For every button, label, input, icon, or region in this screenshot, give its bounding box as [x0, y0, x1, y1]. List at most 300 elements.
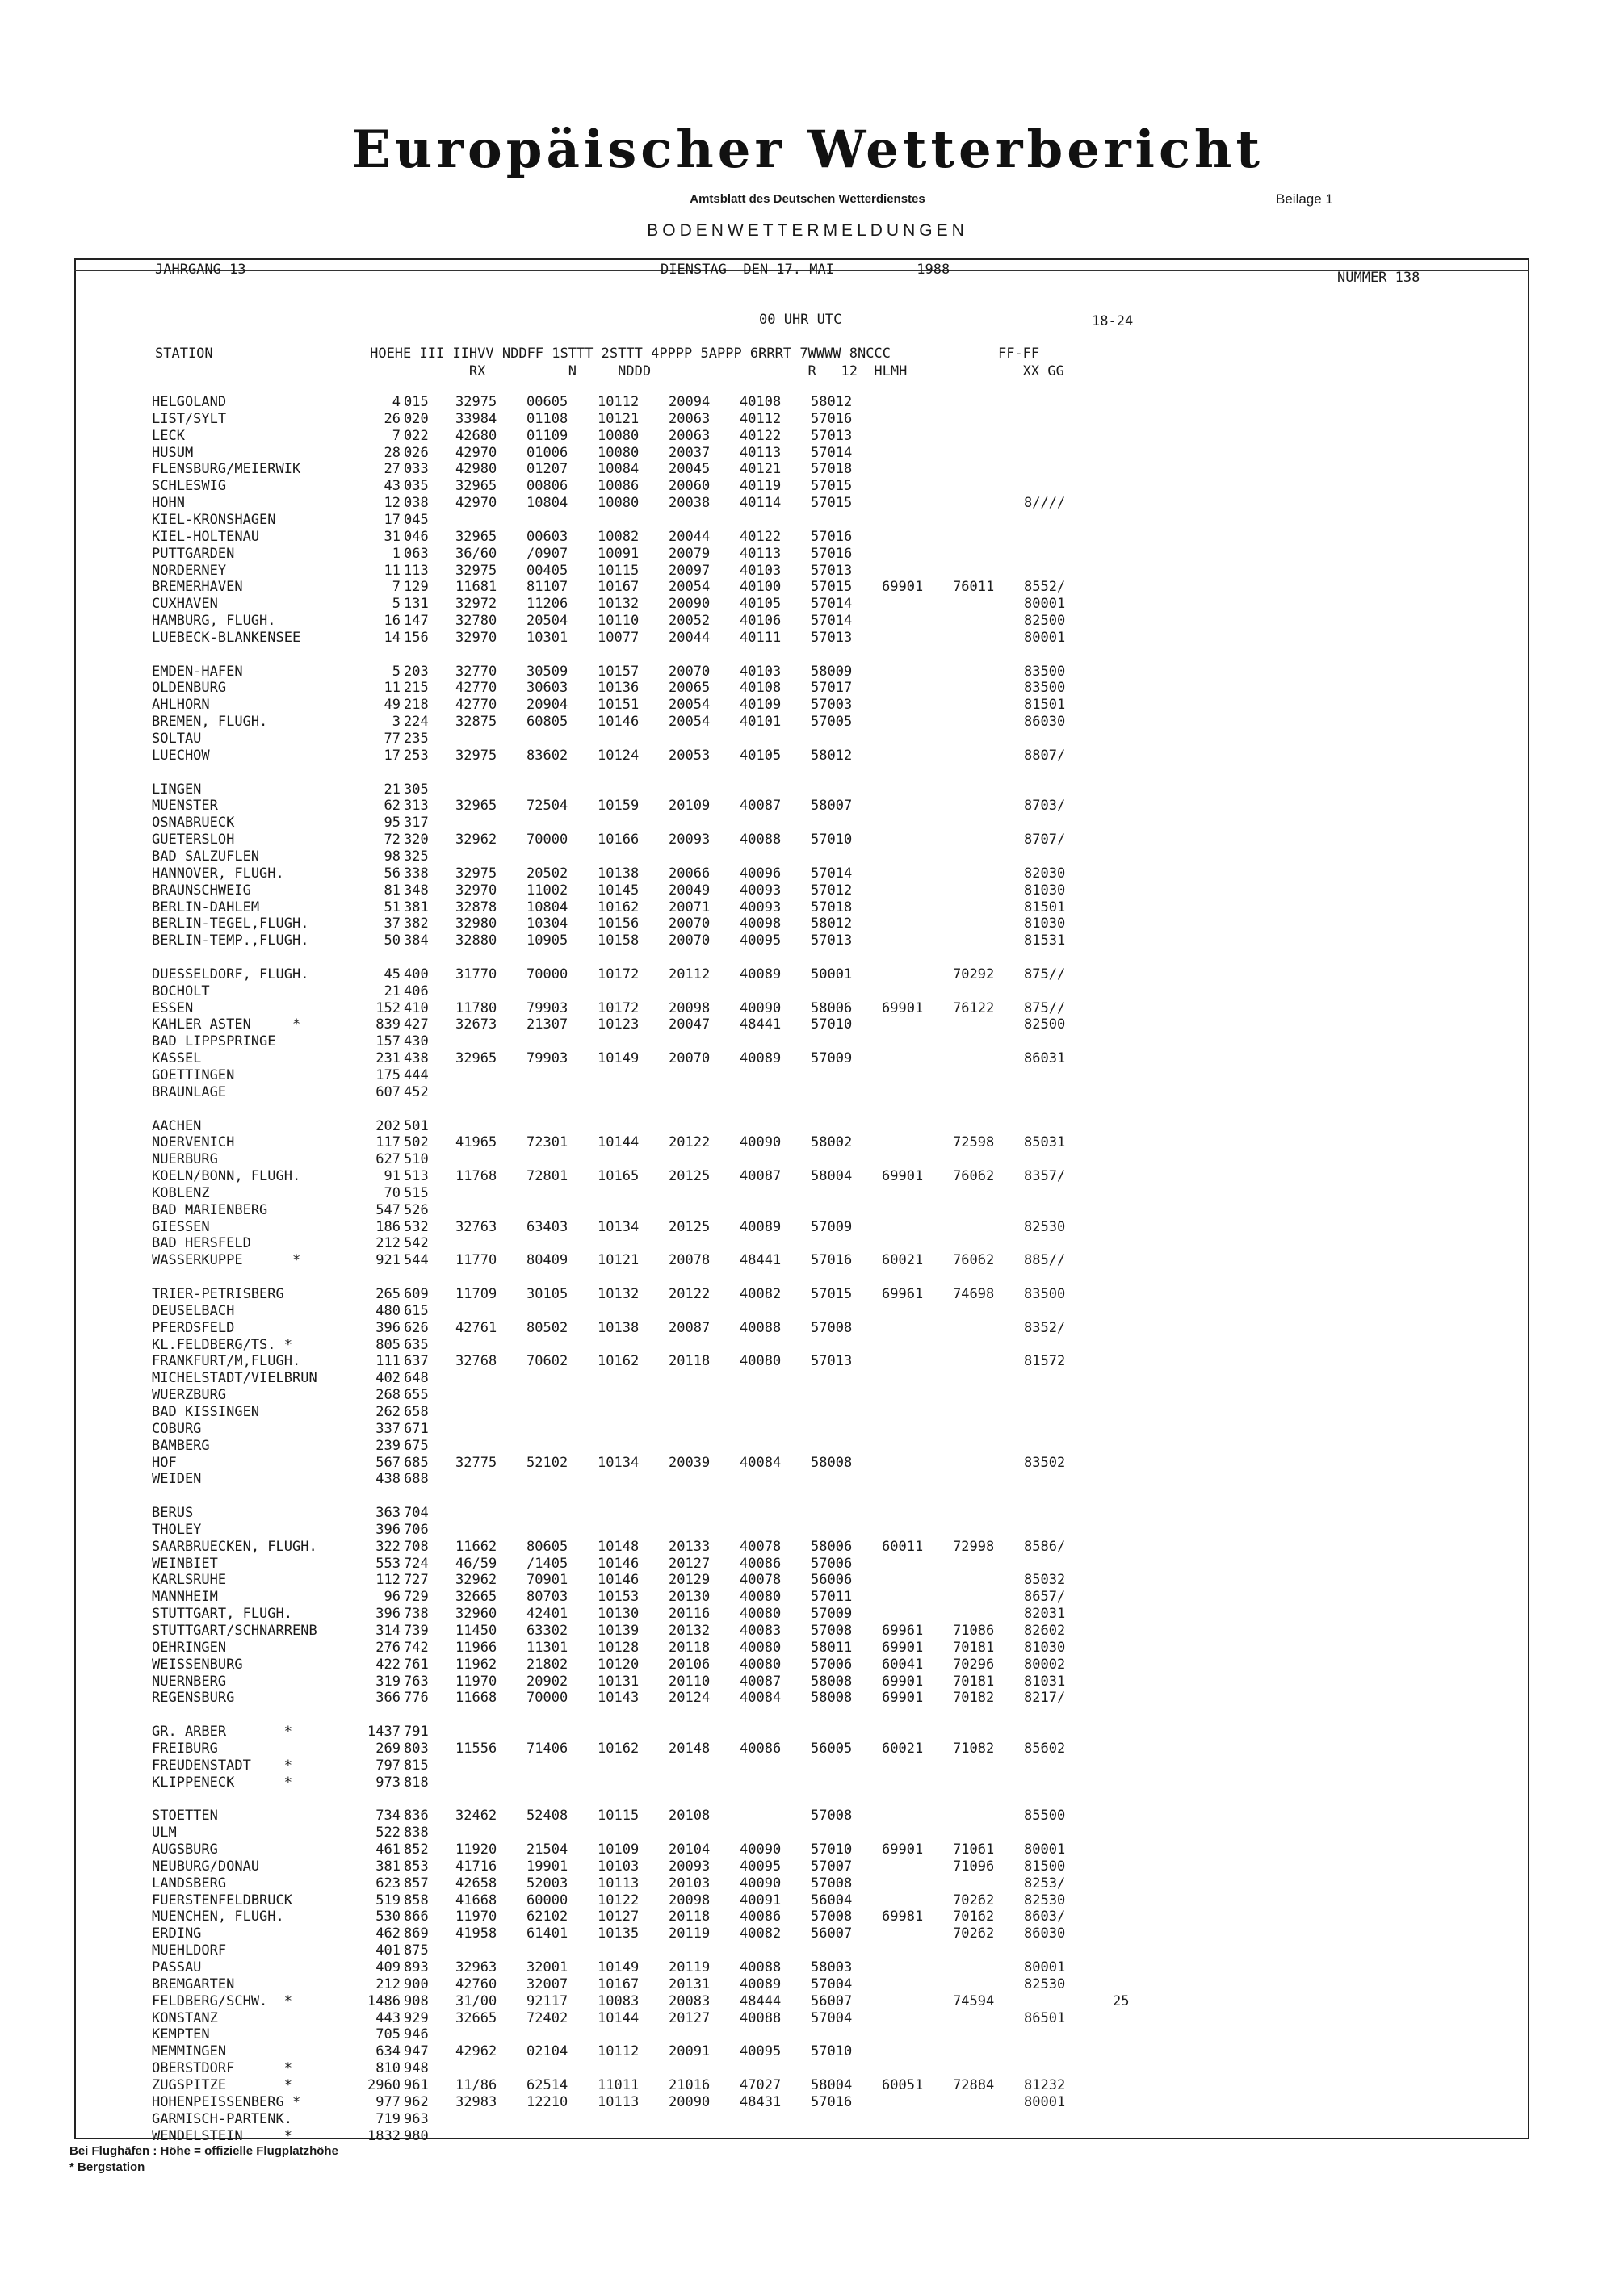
station-number: 963: [404, 2111, 429, 2127]
station-number: 338: [404, 865, 429, 882]
station-number: 156: [404, 630, 429, 646]
code-group: 885//: [1024, 1252, 1066, 1268]
station-number: 382: [404, 915, 429, 932]
station-name: WEIDEN: [152, 1471, 202, 1487]
code-group: 36/60: [455, 546, 497, 562]
code-group: 58008: [811, 1674, 853, 1690]
station-height: 363: [375, 1505, 401, 1521]
code-group: 57015: [811, 495, 853, 511]
code-group: 10113: [598, 2094, 640, 2110]
code-group: 10122: [598, 1892, 640, 1908]
code-group: 86030: [1024, 1925, 1066, 1942]
code-group: 60021: [882, 1252, 924, 1268]
code-group: 40122: [740, 529, 782, 545]
station-number: 325: [404, 848, 429, 865]
station-number: 046: [404, 529, 429, 545]
code-group: 58012: [811, 394, 853, 410]
code-group: 40084: [740, 1455, 782, 1471]
station-name: MEMMINGEN: [152, 2043, 227, 2059]
station-height: 268: [375, 1387, 401, 1403]
code-group: 40086: [740, 1741, 782, 1757]
code-group: 10138: [598, 865, 640, 882]
code-group: 32768: [455, 1353, 497, 1369]
code-group: 40080: [740, 1640, 782, 1656]
code-group: 57011: [811, 1589, 853, 1605]
code-group: 40122: [740, 428, 782, 444]
code-group: 81030: [1024, 915, 1066, 932]
code-group: 70262: [953, 1925, 995, 1942]
code-group: 42970: [455, 445, 497, 461]
code-group: 72402: [526, 2010, 568, 2026]
code-group: 48441: [740, 1016, 782, 1033]
code-group: 40089: [740, 1976, 782, 1992]
code-group: 33984: [455, 411, 497, 427]
code-group: 8657/: [1024, 1589, 1066, 1605]
station-name: HOHN: [152, 495, 185, 511]
code-group: 57014: [811, 613, 853, 629]
station-height: 366: [375, 1690, 401, 1706]
code-group: 80001: [1024, 596, 1066, 612]
code-group: 40103: [740, 563, 782, 579]
code-group: 57004: [811, 1976, 853, 1992]
code-group: 10123: [598, 1016, 640, 1033]
station-number: 317: [404, 815, 429, 831]
station-name: AUGSBURG: [152, 1841, 218, 1858]
station-number: 776: [404, 1690, 429, 1706]
code-group: 42970: [455, 495, 497, 511]
station-name: FREIBURG: [152, 1741, 218, 1757]
code-group: 8703/: [1024, 798, 1066, 814]
code-group: 11966: [455, 1640, 497, 1656]
code-group: 83500: [1024, 1286, 1066, 1302]
code-group: 20083: [669, 1993, 711, 2009]
code-group: 56007: [811, 1925, 853, 1942]
station-height: 396: [375, 1320, 401, 1336]
code-group: 20148: [669, 1741, 711, 1757]
code-group: 20125: [669, 1219, 711, 1235]
station-height: 314: [375, 1623, 401, 1639]
code-group: 20109: [669, 798, 711, 814]
station-name: HELGOLAND: [152, 394, 227, 410]
code-group: 52408: [526, 1808, 568, 1824]
station-number: 515: [404, 1185, 429, 1201]
station-number: 113: [404, 563, 429, 579]
station-height: 91: [384, 1168, 401, 1184]
code-group: 32975: [455, 563, 497, 579]
code-group: 20078: [669, 1252, 711, 1268]
station-height: 112: [375, 1572, 401, 1588]
code-group: 32770: [455, 664, 497, 680]
code-group: 00806: [526, 478, 568, 494]
station-name: GIESSEN: [152, 1219, 210, 1235]
code-group: 10121: [598, 1252, 640, 1268]
code-group: 20054: [669, 579, 711, 595]
code-group: 83502: [1024, 1455, 1066, 1471]
code-group: 11668: [455, 1690, 497, 1706]
code-group: 58006: [811, 1000, 853, 1016]
station-number: 706: [404, 1522, 429, 1538]
station-name: WUERZBURG: [152, 1387, 227, 1403]
code-group: 60021: [882, 1741, 924, 1757]
code-group: 31/00: [455, 1993, 497, 2009]
code-group: 20502: [526, 865, 568, 882]
code-group: 875//: [1024, 1000, 1066, 1016]
code-group: 40114: [740, 495, 782, 511]
code-group: 71082: [953, 1741, 995, 1757]
code-group: 58004: [811, 2077, 853, 2093]
code-group: 85500: [1024, 1808, 1066, 1824]
code-group: 32878: [455, 899, 497, 915]
station-number: 803: [404, 1741, 429, 1757]
code-group: 40093: [740, 899, 782, 915]
station-number: 738: [404, 1606, 429, 1622]
station-number: 501: [404, 1118, 429, 1134]
code-group: 58012: [811, 748, 853, 764]
station-number: 033: [404, 461, 429, 477]
station-number: 609: [404, 1286, 429, 1302]
station-name: LUECHOW: [152, 748, 210, 764]
period-label: 18-24: [1092, 313, 1134, 329]
code-group: 71406: [526, 1741, 568, 1757]
code-group: 70182: [953, 1690, 995, 1706]
code-group: 40080: [740, 1657, 782, 1673]
station-name: OBERSTDORF *: [152, 2060, 292, 2076]
station-height: 175: [375, 1067, 401, 1083]
code-group: 01109: [526, 428, 568, 444]
code-group: 20129: [669, 1572, 711, 1588]
code-group: 80605: [526, 1539, 568, 1555]
code-group: 32780: [455, 613, 497, 629]
station-height: 381: [375, 1858, 401, 1875]
code-group: 10132: [598, 596, 640, 612]
code-group: 10132: [598, 1286, 640, 1302]
station-height: 567: [375, 1455, 401, 1471]
station-height: 461: [375, 1841, 401, 1858]
code-group: 58006: [811, 1539, 853, 1555]
station-number: 215: [404, 680, 429, 696]
code-group: 42770: [455, 680, 497, 696]
station-number: 946: [404, 2026, 429, 2043]
station-height: 72: [384, 832, 401, 848]
code-group: 57009: [811, 1050, 853, 1066]
station-name: BERLIN-TEMP.,FLUGH.: [152, 932, 309, 949]
station-name: BREMGARTEN: [152, 1976, 235, 1992]
code-group: 10157: [598, 664, 640, 680]
station-number: 727: [404, 1572, 429, 1588]
code-group: 40090: [740, 1841, 782, 1858]
code-group: 40087: [740, 1674, 782, 1690]
station-height: 553: [375, 1556, 401, 1572]
station-number: 381: [404, 899, 429, 915]
time-label: 00 UHR UTC: [759, 312, 842, 328]
station-number: 129: [404, 579, 429, 595]
code-group: 40088: [740, 1959, 782, 1975]
code-group: 32962: [455, 832, 497, 848]
code-group: 32665: [455, 2010, 497, 2026]
code-group: 10159: [598, 798, 640, 814]
code-group: 72598: [953, 1134, 995, 1150]
code-group: 8603/: [1024, 1908, 1066, 1925]
code-group: 57004: [811, 2010, 853, 2026]
code-group: 42658: [455, 1875, 497, 1892]
station-number: 961: [404, 2077, 429, 2093]
code-group: 10121: [598, 411, 640, 427]
code-group: 48431: [740, 2094, 782, 2110]
code-group: 57016: [811, 2094, 853, 2110]
code-group: 10167: [598, 1976, 640, 1992]
code-group: 11770: [455, 1252, 497, 1268]
code-group: 40089: [740, 966, 782, 983]
code-group: 20070: [669, 664, 711, 680]
station-name: BAD SALZUFLEN: [152, 848, 260, 865]
code-group: 57017: [811, 680, 853, 696]
code-group: 01108: [526, 411, 568, 427]
code-group: 20038: [669, 495, 711, 511]
code-group: 10165: [598, 1168, 640, 1184]
code-group: 8357/: [1024, 1168, 1066, 1184]
station-height: 186: [375, 1219, 401, 1235]
code-group: 57014: [811, 445, 853, 461]
code-group: 58008: [811, 1455, 853, 1471]
code-group: 32665: [455, 1589, 497, 1605]
code-group: 80703: [526, 1589, 568, 1605]
code-group: 875//: [1024, 966, 1066, 983]
station-number: 063: [404, 546, 429, 562]
code-group: 80001: [1024, 1959, 1066, 1975]
code-group: 56007: [811, 1993, 853, 2009]
station-name: LINGEN: [152, 781, 202, 798]
code-group: 69981: [882, 1908, 924, 1925]
code-group: 10146: [598, 714, 640, 730]
code-group: 40088: [740, 832, 782, 848]
code-group: 83500: [1024, 680, 1066, 696]
code-group: 10131: [598, 1674, 640, 1690]
station-name: LIST/SYLT: [152, 411, 227, 427]
station-name: STUTTGART, FLUGH.: [152, 1606, 292, 1622]
station-height: 17: [384, 512, 401, 528]
code-group: 32462: [455, 1808, 497, 1824]
code-group: 74698: [953, 1286, 995, 1302]
station-height: 519: [375, 1892, 401, 1908]
code-group: 10144: [598, 2010, 640, 2026]
code-group: 11709: [455, 1286, 497, 1302]
station-height: 2960: [367, 2077, 401, 2093]
station-name: MUENSTER: [152, 798, 218, 814]
code-group: 20118: [669, 1353, 711, 1369]
station-name: AACHEN: [152, 1118, 202, 1134]
code-group: 57013: [811, 932, 853, 949]
code-group: 82530: [1024, 1976, 1066, 1992]
code-group: 32975: [455, 394, 497, 410]
code-group: 57008: [811, 1808, 853, 1824]
code-group: 10905: [526, 932, 568, 949]
code-group: 70292: [953, 966, 995, 983]
station-name: WEISSENBURG: [152, 1657, 243, 1673]
code-group: 57010: [811, 1841, 853, 1858]
code-group: 57016: [811, 546, 853, 562]
code-group: 70602: [526, 1353, 568, 1369]
code-group: 69901: [882, 1640, 924, 1656]
code-group: 52003: [526, 1875, 568, 1892]
station-number: 626: [404, 1320, 429, 1336]
code-group: 40083: [740, 1623, 782, 1639]
station-height: 117: [375, 1134, 401, 1150]
station-number: 532: [404, 1219, 429, 1235]
station-number: 648: [404, 1370, 429, 1386]
code-group: 20090: [669, 596, 711, 612]
code-group: 57010: [811, 832, 853, 848]
code-group: 81030: [1024, 1640, 1066, 1656]
code-group: 82602: [1024, 1623, 1066, 1639]
code-group: 70000: [526, 1690, 568, 1706]
code-group: 20090: [669, 2094, 711, 2110]
station-height: 265: [375, 1286, 401, 1302]
code-group: 11768: [455, 1168, 497, 1184]
station-name: WASSERKUPPE *: [152, 1252, 301, 1268]
station-height: 443: [375, 2010, 401, 2026]
station-number: 818: [404, 1774, 429, 1791]
code-group: 30603: [526, 680, 568, 696]
station-name: LECK: [152, 428, 185, 444]
code-group: 10301: [526, 630, 568, 646]
station-number: 708: [404, 1539, 429, 1555]
code-group: 20110: [669, 1674, 711, 1690]
code-group: 82530: [1024, 1892, 1066, 1908]
code-group: 00605: [526, 394, 568, 410]
station-name: KARLSRUHE: [152, 1572, 227, 1588]
code-group: 82500: [1024, 613, 1066, 629]
station-number: 791: [404, 1724, 429, 1740]
station-number: 635: [404, 1337, 429, 1353]
code-group: 40082: [740, 1286, 782, 1302]
code-group: 10113: [598, 1875, 640, 1892]
station-number: 384: [404, 932, 429, 949]
code-group: 32963: [455, 1959, 497, 1975]
station-name: NOERVENICH: [152, 1134, 235, 1150]
code-group: 85031: [1024, 1134, 1066, 1150]
code-group: 32965: [455, 1050, 497, 1066]
code-group: 10127: [598, 1908, 640, 1925]
station-number: 452: [404, 1084, 429, 1100]
code-group: 57007: [811, 1858, 853, 1875]
station-name: BAD MARIENBERG: [152, 1202, 268, 1218]
station-number: 869: [404, 1925, 429, 1942]
code-group: 10130: [598, 1606, 640, 1622]
station-name: HAMBURG, FLUGH.: [152, 613, 276, 629]
station-number: 858: [404, 1892, 429, 1908]
station-number: 836: [404, 1808, 429, 1824]
code-group: 40105: [740, 596, 782, 612]
station-name: KIEL-HOLTENAU: [152, 529, 260, 545]
station-name: MUEHLDORF: [152, 1942, 227, 1959]
footnote-airport-height: Bei Flughäfen : Höhe = offizielle Flugplatzhöhe: [69, 2144, 338, 2158]
station-height: 462: [375, 1925, 401, 1942]
station-number: 313: [404, 798, 429, 814]
code-group: 32775: [455, 1455, 497, 1471]
code-group: 72801: [526, 1168, 568, 1184]
station-name: PASSAU: [152, 1959, 202, 1975]
code-group: 57014: [811, 865, 853, 882]
code-group: 31770: [455, 966, 497, 983]
station-name: BRAUNLAGE: [152, 1084, 227, 1100]
station-height: 322: [375, 1539, 401, 1555]
code-group: 81531: [1024, 932, 1066, 949]
station-number: 406: [404, 983, 429, 999]
subtitle: Amtsblatt des Deutschen Wetterdienstes: [690, 192, 925, 206]
code-group: 11970: [455, 1674, 497, 1690]
station-name: NORDERNEY: [152, 563, 227, 579]
code-group: 57010: [811, 2043, 853, 2059]
code-group: 40106: [740, 613, 782, 629]
code-group: 11301: [526, 1640, 568, 1656]
code-group: 20047: [669, 1016, 711, 1033]
code-group: 11681: [455, 579, 497, 595]
code-group: 40108: [740, 680, 782, 696]
code-group: 10124: [598, 748, 640, 764]
code-group: 11556: [455, 1741, 497, 1757]
row-extra: 25: [1113, 1993, 1130, 2009]
code-group: 63403: [526, 1219, 568, 1235]
code-group: 32980: [455, 915, 497, 932]
code-group: 40088: [740, 2010, 782, 2026]
station-number: 739: [404, 1623, 429, 1639]
code-group: 60000: [526, 1892, 568, 1908]
station-height: 111: [375, 1353, 401, 1369]
code-group: 40121: [740, 461, 782, 477]
station-height: 607: [375, 1084, 401, 1100]
station-name: OSNABRUECK: [152, 815, 235, 831]
code-group: 57010: [811, 1016, 853, 1033]
station-height: 49: [384, 697, 401, 713]
code-group: 40089: [740, 1219, 782, 1235]
code-group: 20131: [669, 1976, 711, 1992]
code-group: 21504: [526, 1841, 568, 1858]
code-group: 10103: [598, 1858, 640, 1875]
code-group: 10115: [598, 563, 640, 579]
station-height: 547: [375, 1202, 401, 1218]
station-number: 430: [404, 1033, 429, 1050]
code-group: 42761: [455, 1320, 497, 1336]
station-number: 513: [404, 1168, 429, 1184]
code-group: 20119: [669, 1925, 711, 1942]
code-group: 58011: [811, 1640, 853, 1656]
station-name: REGENSBURG: [152, 1690, 235, 1706]
code-group: 10080: [598, 428, 640, 444]
code-group: 20094: [669, 394, 711, 410]
code-group: 20044: [669, 529, 711, 545]
code-group: 81572: [1024, 1353, 1066, 1369]
code-group: 01006: [526, 445, 568, 461]
station-name: BAD LIPPSPRINGE: [152, 1033, 276, 1050]
code-group: 40119: [740, 478, 782, 494]
code-group: 57013: [811, 428, 853, 444]
station-name: KAHLER ASTEN *: [152, 1016, 301, 1033]
station-name: NUERNBERG: [152, 1674, 227, 1690]
code-group: 8552/: [1024, 579, 1066, 595]
code-group: 70162: [953, 1908, 995, 1925]
code-group: 72884: [953, 2077, 995, 2093]
station-height: 21: [384, 983, 401, 999]
code-group: 40103: [740, 664, 782, 680]
station-height: 634: [375, 2043, 401, 2059]
station-name: FLENSBURG/MEIERWIK: [152, 461, 301, 477]
code-group: 11206: [526, 596, 568, 612]
code-group: 10135: [598, 1925, 640, 1942]
station-number: 729: [404, 1589, 429, 1605]
code-group: 57009: [811, 1219, 853, 1235]
code-group: 58008: [811, 1690, 853, 1706]
station-name: COBURG: [152, 1421, 202, 1437]
